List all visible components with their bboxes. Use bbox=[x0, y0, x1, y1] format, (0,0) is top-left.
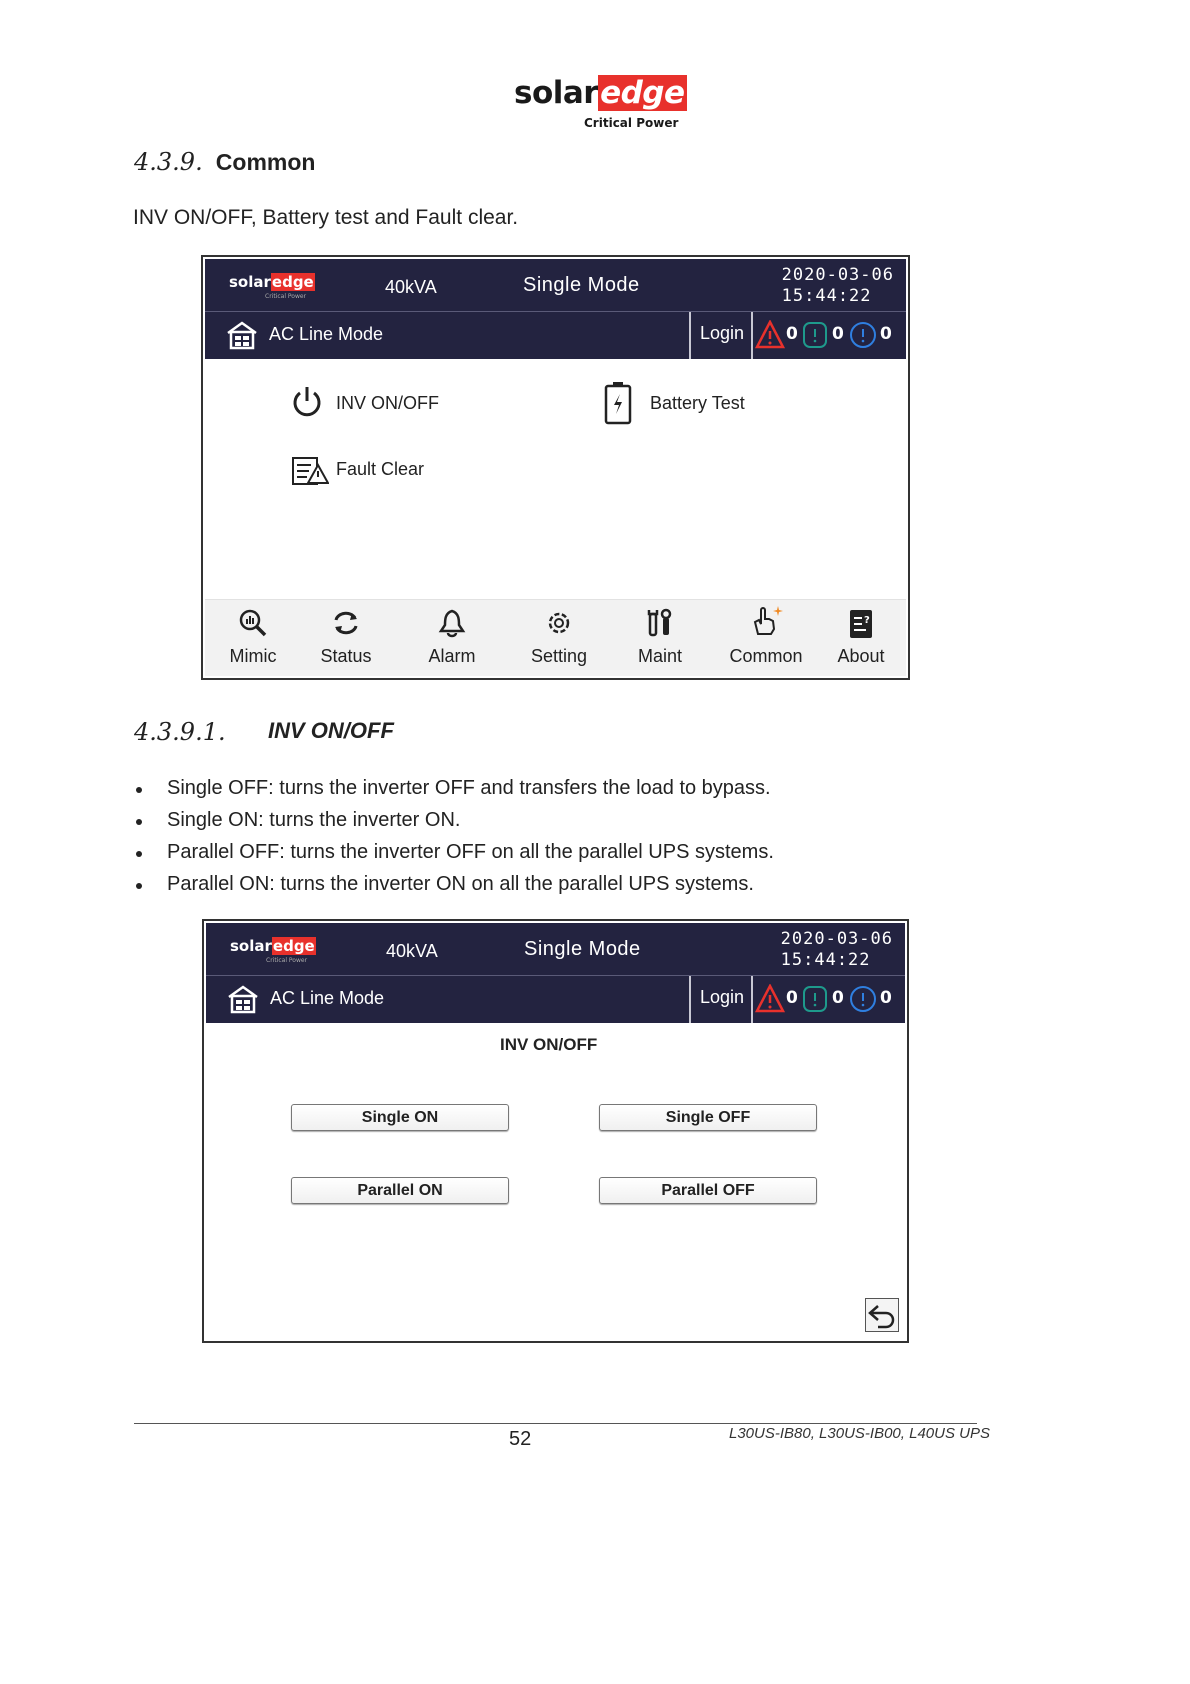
kva-rating: 40kVA bbox=[386, 941, 438, 961]
battery-icon bbox=[603, 381, 633, 425]
fault-clear-icon bbox=[291, 455, 329, 487]
mimic-icon bbox=[238, 608, 268, 638]
list-item: Single ON: turns the inverter ON. bbox=[133, 806, 774, 838]
info-icon bbox=[849, 985, 877, 1013]
ups-header bbox=[205, 259, 906, 359]
screen-title: INV ON/OFF bbox=[500, 1035, 598, 1054]
logo-subtitle: Critical Power bbox=[584, 116, 679, 130]
document-id: L30US-IB80, L30US-IB00, L40US UPS bbox=[729, 1425, 990, 1442]
tools-icon bbox=[645, 608, 675, 638]
about-icon bbox=[846, 608, 876, 640]
fault-count: 0 bbox=[832, 988, 844, 1008]
svg-text:?: ? bbox=[864, 615, 870, 626]
home-icon[interactable] bbox=[226, 984, 260, 1014]
common-screen bbox=[201, 255, 910, 680]
fault-clear-label: Fault Clear bbox=[336, 459, 425, 479]
tab-about[interactable]: ? About bbox=[816, 600, 906, 676]
list-item: Parallel ON: turns the inverter ON on all the parallel UPS systems. bbox=[133, 870, 774, 902]
login-button[interactable]: Login bbox=[700, 323, 745, 343]
line-mode-label: AC Line Mode bbox=[270, 988, 385, 1008]
ups-brand-subtitle: Critical Power bbox=[265, 293, 307, 300]
info-icon bbox=[849, 321, 877, 349]
datetime: 2020-03-06 15:44:22 bbox=[781, 265, 894, 306]
operating-mode: Single Mode bbox=[524, 938, 641, 960]
single-on-button[interactable]: Single ON bbox=[291, 1104, 509, 1131]
page-number: 52 bbox=[509, 1428, 532, 1450]
parallel-on-button[interactable]: Parallel ON bbox=[291, 1177, 509, 1204]
tab-setting[interactable]: Setting bbox=[514, 600, 604, 676]
section-number: 4.3.9. bbox=[134, 148, 203, 176]
line-mode-label: AC Line Mode bbox=[269, 324, 384, 344]
tab-mimic[interactable]: Mimic bbox=[208, 600, 298, 676]
subsection-heading bbox=[134, 718, 226, 746]
inv-onoff-label: INV ON/OFF bbox=[336, 393, 439, 413]
list-item: Parallel OFF: turns the inverter OFF on all the parallel UPS systems. bbox=[133, 838, 774, 870]
login-button[interactable]: Login bbox=[700, 987, 745, 1007]
alarm-count: 0 bbox=[786, 324, 798, 344]
tab-common[interactable]: Common bbox=[721, 600, 811, 676]
power-icon bbox=[291, 385, 323, 419]
footer-divider bbox=[134, 1423, 977, 1424]
fault-icon bbox=[802, 985, 828, 1013]
tab-alarm[interactable]: Alarm bbox=[407, 600, 497, 676]
inv-onoff-screen bbox=[202, 919, 909, 1343]
fault-icon bbox=[802, 321, 828, 349]
alarm-count: 0 bbox=[786, 988, 798, 1008]
subsection-title: INV ON/OFF bbox=[268, 718, 394, 743]
info-count: 0 bbox=[880, 988, 892, 1008]
parallel-off-button[interactable]: Parallel OFF bbox=[599, 1177, 817, 1204]
info-count: 0 bbox=[880, 324, 892, 344]
section-heading bbox=[134, 148, 315, 176]
ups-brand-logo: solaredge bbox=[229, 273, 314, 291]
section-intro: INV ON/OFF, Battery test and Fault clear. bbox=[133, 206, 519, 229]
warning-icon bbox=[755, 984, 785, 1014]
refresh-icon bbox=[331, 608, 361, 638]
bullet-list bbox=[133, 774, 774, 902]
home-icon[interactable] bbox=[225, 320, 259, 350]
bottom-tab-bar bbox=[205, 599, 906, 676]
bell-icon bbox=[437, 608, 467, 638]
battery-test-label: Battery Test bbox=[650, 393, 745, 413]
ups-brand-subtitle: Critical Power bbox=[266, 957, 308, 964]
single-off-button[interactable]: Single OFF bbox=[599, 1104, 817, 1131]
datetime: 2020-03-06 15:44:22 bbox=[780, 929, 893, 970]
back-arrow-icon bbox=[866, 1299, 898, 1331]
kva-rating: 40kVA bbox=[385, 277, 437, 297]
subsection-number: 4.3.9.1. bbox=[134, 718, 226, 746]
solaredge-logo: solaredge Critical Power bbox=[514, 75, 685, 130]
tab-maint[interactable]: Maint bbox=[615, 600, 705, 676]
hand-pointer-icon bbox=[749, 602, 785, 636]
gear-icon bbox=[544, 608, 574, 638]
list-item: Single OFF: turns the inverter OFF and transfers the load to bypass. bbox=[133, 774, 774, 806]
section-title: Common bbox=[215, 149, 316, 175]
operating-mode: Single Mode bbox=[523, 274, 640, 296]
back-button[interactable] bbox=[865, 1298, 899, 1332]
tab-status[interactable]: Status bbox=[301, 600, 391, 676]
ups-brand-logo: solaredge bbox=[230, 937, 315, 955]
ups-header bbox=[206, 923, 905, 1023]
warning-icon bbox=[755, 320, 785, 350]
fault-count: 0 bbox=[832, 324, 844, 344]
